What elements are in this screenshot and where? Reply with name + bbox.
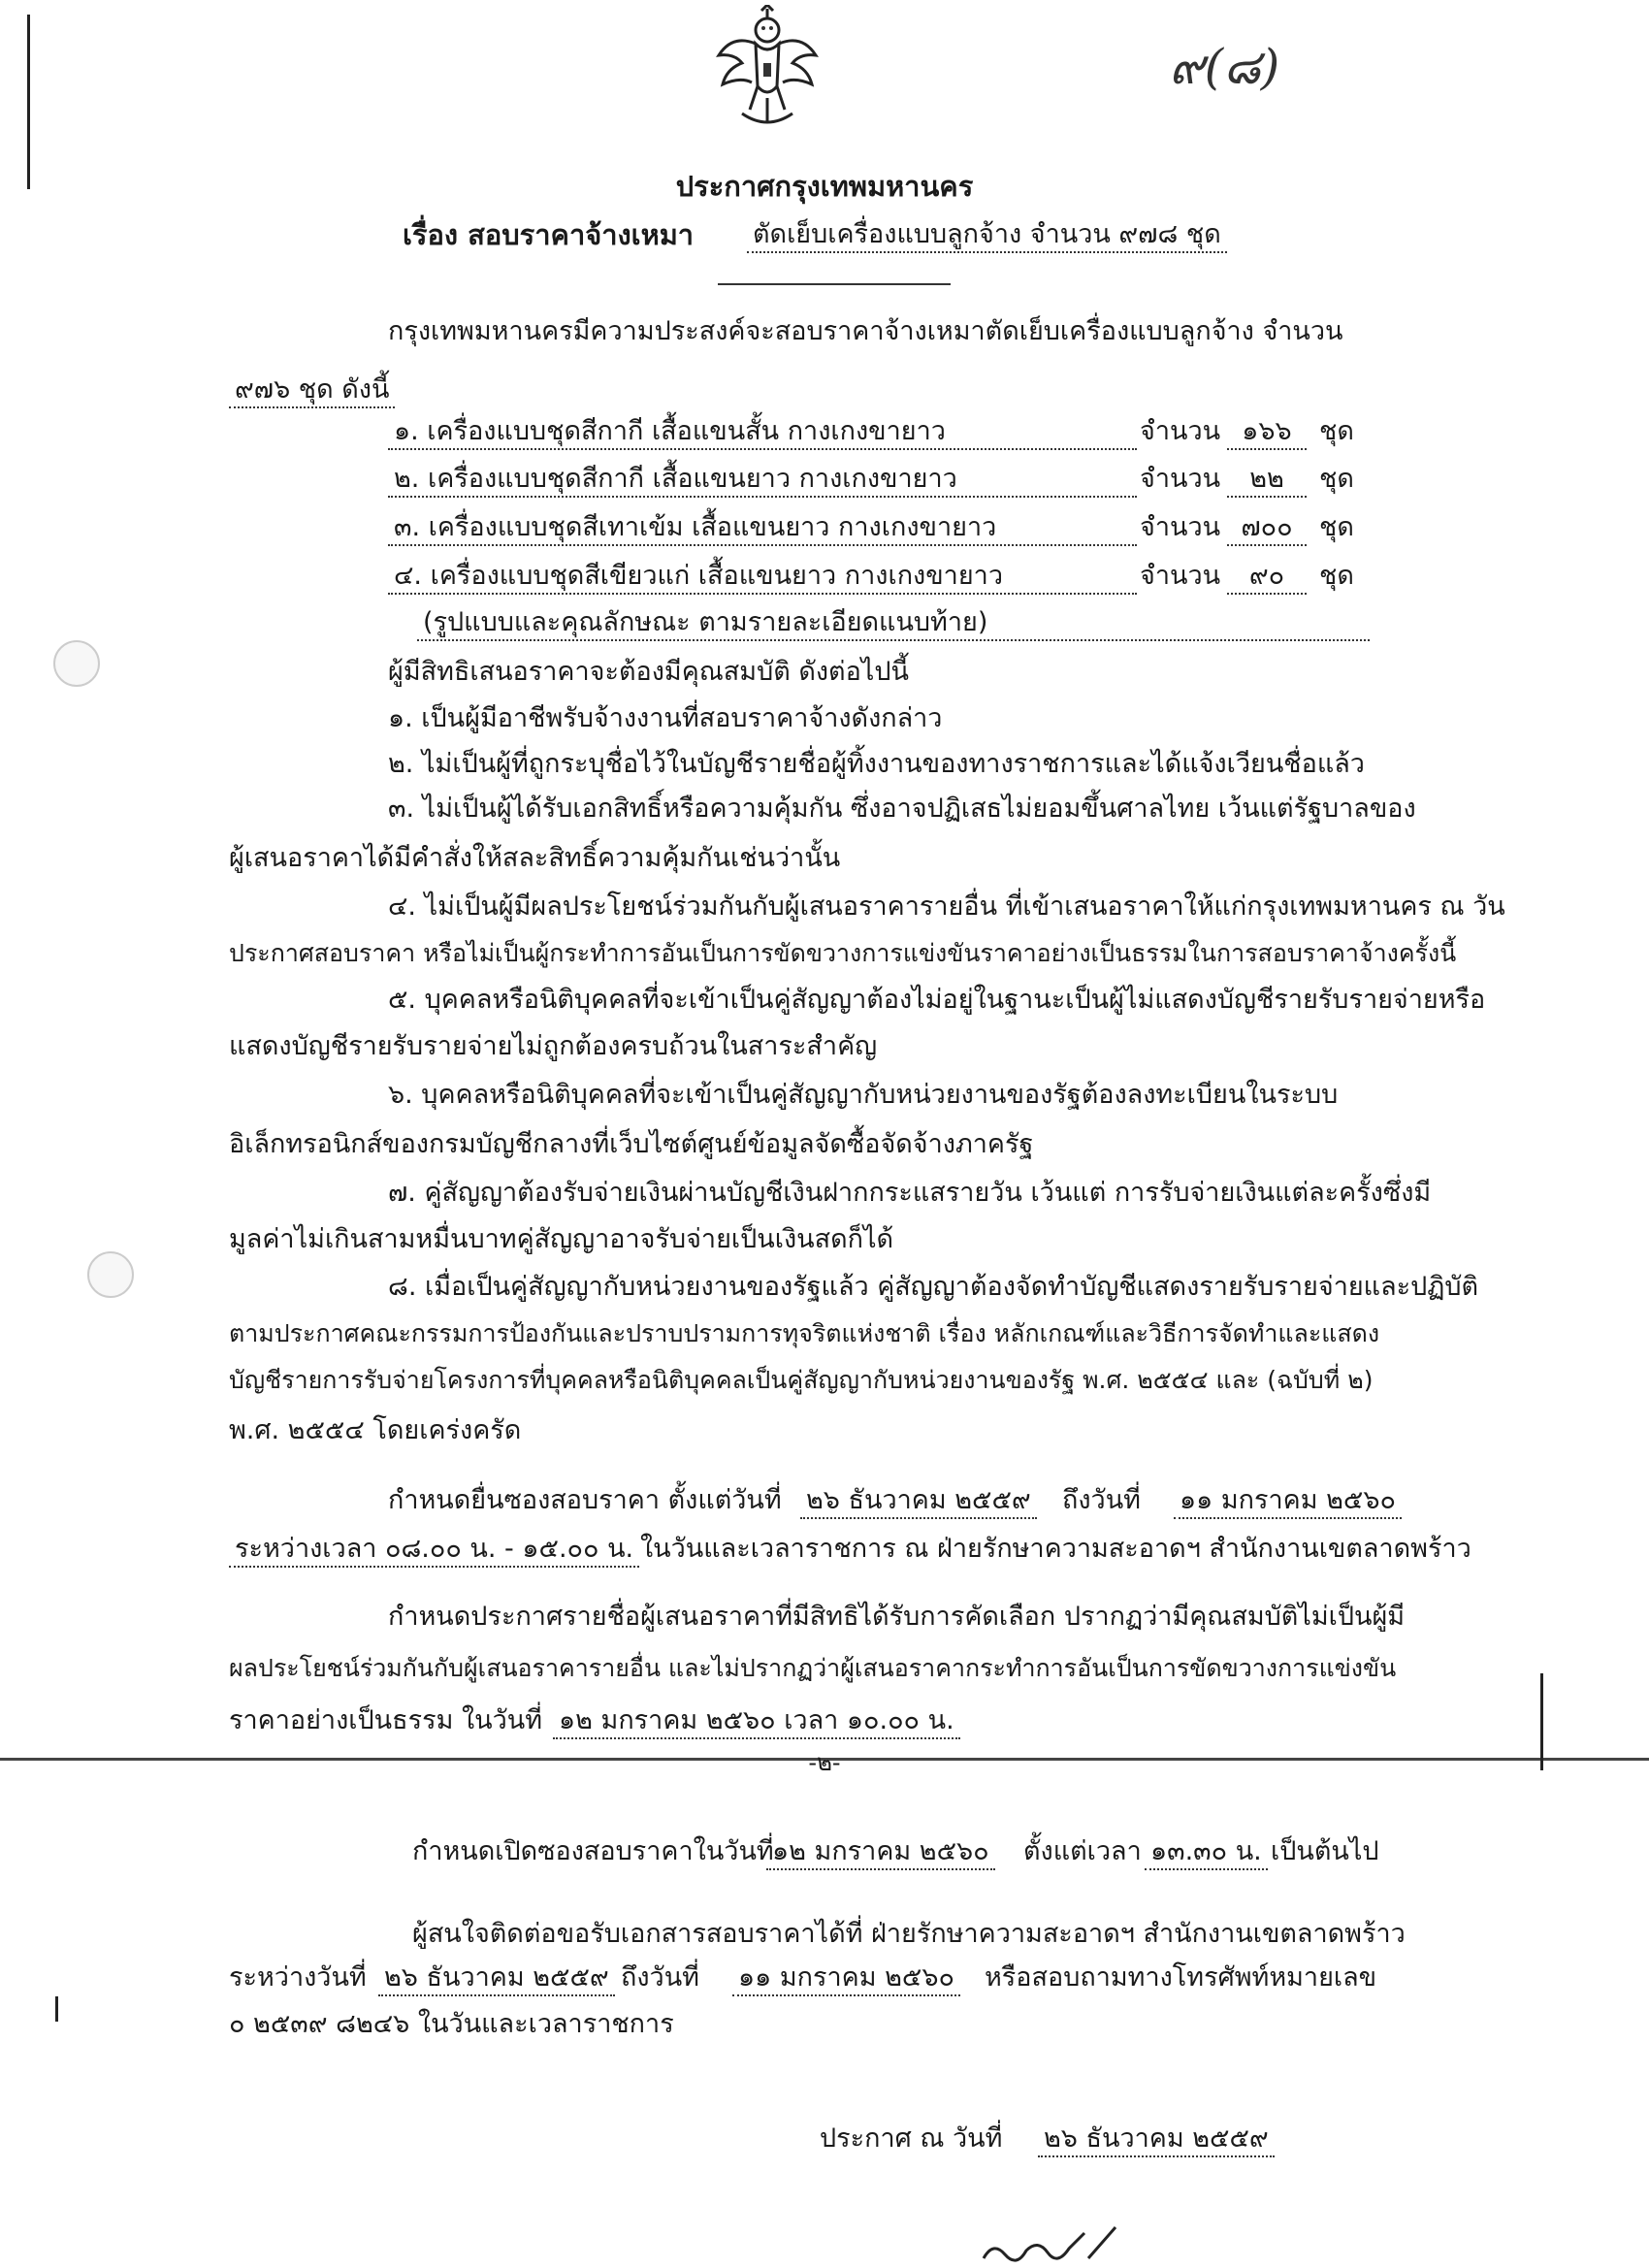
announcement-date: ๑๒ มกราคม ๒๕๖๐ เวลา ๑๐.๐๐ น. [553,1704,960,1739]
title-underline [718,283,951,285]
qualification-8a: ๘. เมื่อเป็นคู่สัญญากับหน่วยงานของรัฐแล้ว คู่สัญญาต้องจัดทำบัญชีแสดงรายรับรายจ่ายและปฏิบัติ [388,1272,1479,1302]
item-qty-3: ๗๐๐ [1227,511,1307,546]
item-qty-label-3: จำนวน [1140,512,1221,542]
handwritten-reference: ๙(๘) [1169,39,1280,95]
announcement-line-3-prefix: ราคาอย่างเป็นธรรม ในวันที่ [229,1705,543,1735]
items-note: (รูปแบบและคุณลักษณะ ตามรายละเอียดแนบท้าย) [417,606,1370,641]
item-unit-1: ชุด [1319,416,1354,446]
item-row-4: ๔. เครื่องแบบชุดสีเขียวแก่ เสื้อแขนยาว กางเกงขายาว [388,560,1137,595]
punch-hole [87,1251,134,1298]
item-row-3: ๓. เครื่องแบบชุดสีเทาเข้ม เสื้อแขนยาว กางเกงขายาว [388,511,1137,546]
item-unit-2: ชุด [1319,464,1354,494]
punch-hole [53,640,100,687]
qualification-3b: ผู้เสนอราคาได้มีคำสั่งให้สละสิทธิ์ความคุ้มกันเช่นว่านั้น [229,843,841,873]
item-unit-4: ชุด [1319,561,1354,591]
opening-suffix: เป็นต้นไป [1271,1836,1379,1866]
submission-from-date: ๒๖ ธันวาคม ๒๕๕๙ [800,1484,1037,1519]
qualification-8c: บัญชีรายการรับจ่ายโครงการที่บุคคลหรือนิติบุคคลเป็นคู่สัญญากับหน่วยงานของรัฐ พ.ศ. ๒๕๕๔ และ (ฉบับที่ ๒) [229,1366,1374,1394]
submission-place: ในวันและเวลาราชการ ณ ฝ่ายรักษาความสะอาดฯ สำนักงานเขตลาดพร้าว [640,1534,1471,1564]
qualification-7b: มูลค่าไม่เกินสามหมื่นบาทคู่สัญญาอาจรับจ่ายเป็นเงินสดก็ได้ [229,1224,894,1254]
item-unit-3: ชุด [1319,512,1354,542]
opening-prefix: กำหนดเปิดซองสอบราคาในวันที่ [412,1836,774,1866]
garuda-emblem-icon [713,5,822,131]
item-qty-label-2: จำนวน [1140,464,1221,494]
announcement-line-1: กำหนดประกาศรายชื่อผู้เสนอราคาที่มีสิทธิได้รับการคัดเลือก ปรากฏว่ามีคุณสมบัติไม่เป็นผู้มี [388,1602,1406,1632]
item-row-1: ๑. เครื่องแบบชุดสีกากี เสื้อแขนสั้น กางเกงขายาว [388,415,1137,450]
contact-mid: ถึงวันที่ [621,1962,699,1993]
qualification-1: ๑. เป็นผู้มีอาชีพรับจ้างงานที่สอบราคาจ้างดังกล่าว [388,703,943,733]
qualification-7a: ๗. คู่สัญญาต้องรับจ่ายเงินผ่านบัญชีเงินฝากกระแสรายวัน เว้นแต่ การรับจ่ายเงินแต่ละครั้งซึ่งมี [388,1178,1432,1208]
qualification-6a: ๖. บุคคลหรือนิติบุคคลที่จะเข้าเป็นคู่สัญญากับหน่วยงานของรัฐต้องลงทะเบียนในระบบ [388,1080,1339,1110]
signature-mark [980,2219,1125,2266]
qualification-3a: ๓. ไม่เป็นผู้ได้รับเอกสิทธิ์หรือความคุ้มกัน ซึ่งอาจปฏิเสธไม่ยอมขึ้นศาลไทย เว้นแต่รัฐบาลของ [388,794,1416,824]
margin-mark-right [1540,1673,1543,1770]
submission-to-date: ๑๑ มกราคม ๒๕๖๐ [1174,1484,1402,1519]
contact-line-2-suffix: หรือสอบถามทางโทรศัพท์หมายเลข [985,1962,1377,1993]
contact-phone: ๐ ๒๕๓๙ ๘๒๔๖ ในวันและเวลาราชการ [229,2009,674,2039]
intro-line-1: กรุงเทพมหานครมีความประสงค์จะสอบราคาจ้างเหมาตัดเย็บเครื่องแบบลูกจ้าง จำนวน [388,316,1343,346]
qualification-5b: แสดงบัญชีรายรับรายจ่ายไม่ถูกต้องครบถ้วนในสาระสำคัญ [229,1031,878,1061]
qualification-6b: อิเล็กทรอนิกส์ของกรมบัญชีกลางที่เว็บไซต์ศูนย์ข้อมูลจัดซื้อจัดจ้างภาครัฐ [229,1129,1034,1159]
contact-from-date: ๒๖ ธันวาคม ๒๕๕๙ [378,1961,615,1996]
signoff-prefix: ประกาศ ณ วันที่ [820,2123,1003,2154]
submission-mid: ถึงวันที่ [1062,1485,1141,1515]
item-row-2: ๒. เครื่องแบบชุดสีกากี เสื้อแขนยาว กางเกงขายาว [388,463,1137,498]
qualification-8b: ตามประกาศคณะกรรมการป้องกันและปราบปรามการทุจริตแห่งชาติ เรื่อง หลักเกณฑ์และวิธีการจัดทำและแสดง [229,1319,1380,1347]
qualification-4b: ประกาศสอบราคา หรือไม่เป็นผู้กระทำการอันเป็นการขัดขวางการแข่งขันราคาอย่างเป็นธรรมในการสอบราคาจ้างครั้งนี้ [229,939,1457,967]
document-title: ประกาศกรุงเทพมหานคร [675,170,974,203]
opening-date: ๑๒ มกราคม ๒๕๖๐ [766,1835,995,1870]
subject-label: เรื่อง สอบราคาจ้างเหมา [403,218,695,251]
item-qty-label-1: จำนวน [1140,416,1221,446]
qualifications-heading: ผู้มีสิทธิเสนอราคาจะต้องมีคุณสมบัติ ดังต่อไปนี้ [388,657,909,687]
contact-line-2-prefix: ระหว่างวันที่ [229,1962,367,1993]
qualification-4a: ๔. ไม่เป็นผู้มีผลประโยชน์ร่วมกันกับผู้เสนอราคารายอื่น ที่เข้าเสนอราคาให้แก่กรุงเทพมหานคร ณ วัน [388,891,1505,922]
item-qty-label-4: จำนวน [1140,561,1221,591]
announcement-line-2: ผลประโยชน์ร่วมกันกับผู้เสนอราคารายอื่น และไม่ปรากฏว่าผู้เสนอราคากระทำการอันเป็นการขัดขวางการแข่งขัน [229,1654,1397,1682]
contact-line-1: ผู้สนใจติดต่อขอรับเอกสารสอบราคาได้ที่ ฝ่ายรักษาความสะอาดฯ สำนักงานเขตลาดพร้าว [412,1919,1406,1949]
qualification-5a: ๕. บุคคลหรือนิติบุคคลที่จะเข้าเป็นคู่สัญญาต้องไม่อยู่ในฐานะเป็นผู้ไม่แสดงบัญชีรายรับรายจ่ายหรือ [388,985,1486,1015]
page-number: -๒- [808,1749,841,1776]
subject-value: ตัดเย็บเครื่องแบบลูกจ้าง จำนวน ๙๗๘ ชุด [747,218,1227,253]
contact-to-date: ๑๑ มกราคม ๒๕๖๐ [732,1961,960,1996]
qualification-8d: พ.ศ. ๒๕๕๔ โดยเคร่งครัด [229,1415,522,1445]
opening-mid: ตั้งแต่เวลา [1023,1836,1142,1866]
item-qty-4: ๙๐ [1227,560,1307,595]
submission-time: ระหว่างเวลา ๐๘.๐๐ น. - ๑๕.๐๐ น. [229,1533,639,1568]
qualification-2: ๒. ไม่เป็นผู้ที่ถูกระบุชื่อไว้ในบัญชีรายชื่อผู้ทิ้งงานของทางราชการและได้แจ้งเวียนชื่อแล้ว [388,749,1365,779]
signoff-date: ๒๖ ธันวาคม ๒๕๕๙ [1038,2122,1275,2157]
intro-line-2: ๙๗๖ ชุด ดังนี้ [229,373,395,408]
margin-tick [55,1996,58,2022]
item-qty-1: ๑๖๖ [1227,415,1307,450]
submission-prefix: กำหนดยื่นซองสอบราคา ตั้งแต่วันที่ [388,1485,782,1515]
margin-binding-line [27,15,30,189]
opening-time: ๑๓.๓๐ น. [1145,1835,1268,1870]
item-qty-2: ๒๒ [1227,463,1307,498]
